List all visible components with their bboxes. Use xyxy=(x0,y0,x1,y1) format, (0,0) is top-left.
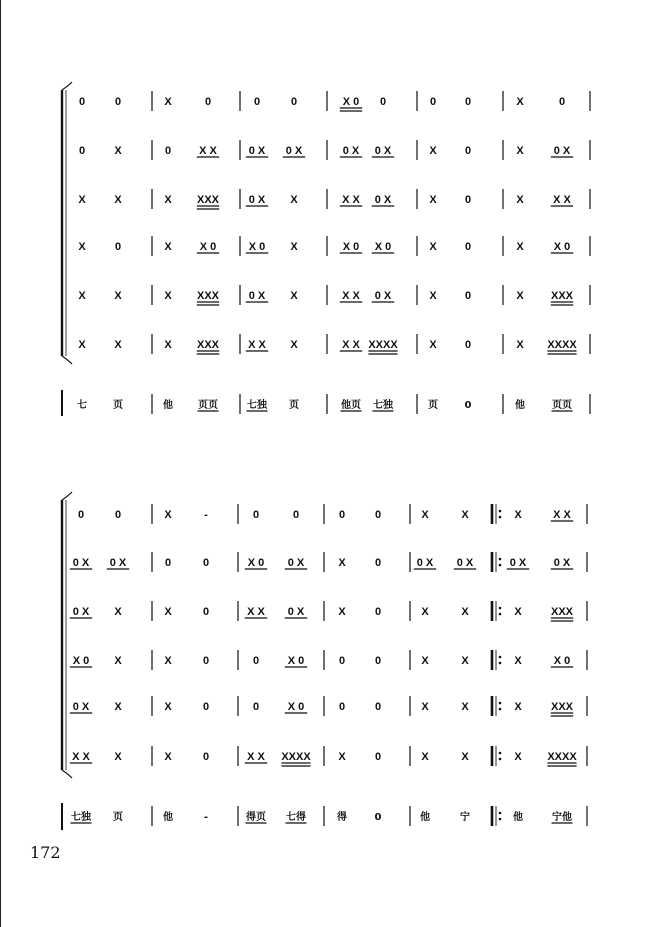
note-token: X xyxy=(514,606,522,618)
note-token: X xyxy=(421,655,429,667)
note-token: 0 xyxy=(204,96,212,108)
note-token: 0 xyxy=(252,655,260,667)
note-token: 0 xyxy=(464,241,472,253)
note-token: X xyxy=(516,96,524,108)
repeat-dot xyxy=(499,656,502,659)
note-token: 0 X xyxy=(287,606,305,618)
note-token: 0 X xyxy=(416,557,434,569)
note-token: X 0 xyxy=(342,96,360,108)
note-token: X xyxy=(514,751,522,763)
lyric-syllable: 页 xyxy=(428,400,438,411)
note-token: 0 xyxy=(78,96,86,108)
note-token: X X xyxy=(247,606,265,618)
note-token: XXXX xyxy=(368,339,398,351)
note-token: 0 X xyxy=(285,145,303,157)
lyric-syllable: 他 xyxy=(163,812,173,823)
note-token: X xyxy=(429,241,437,253)
note-token: 0 xyxy=(202,751,210,763)
lyric-syllable: 宁他 xyxy=(552,812,572,823)
note-token: 0 xyxy=(464,194,472,206)
note-token: X xyxy=(514,509,522,521)
note-token: XXX xyxy=(196,194,220,206)
repeat-dot xyxy=(499,613,502,616)
note-token: 0 xyxy=(114,241,122,253)
repeat-dot xyxy=(499,752,502,755)
lyric-syllable: 七独 xyxy=(71,812,91,823)
note-token: XXX xyxy=(550,290,574,302)
repeat-dot xyxy=(499,607,502,610)
note-token: XXX xyxy=(550,606,574,618)
note-token: 0 X xyxy=(374,145,392,157)
bracket-hook-bottom xyxy=(62,356,72,364)
note-token: 0 X xyxy=(287,557,305,569)
note-token: X 0 xyxy=(247,557,265,569)
note-token: X xyxy=(461,509,469,521)
note-token: 0 xyxy=(379,96,387,108)
note-token: X 0 xyxy=(199,241,217,253)
note-token: 0 xyxy=(558,96,566,108)
note-token: X xyxy=(290,241,298,253)
note-token: X xyxy=(78,339,86,351)
note-token: X xyxy=(164,751,172,763)
note-token: X 0 xyxy=(553,241,571,253)
note-token: X 0 xyxy=(72,655,90,667)
repeat-dot xyxy=(499,708,502,711)
note-token: X xyxy=(114,145,122,157)
bracket-hook-bottom xyxy=(62,770,72,778)
note-token: X xyxy=(516,145,524,157)
note-token: X 0 xyxy=(287,655,305,667)
note-token: XXXX xyxy=(547,751,577,763)
note-token: 0 xyxy=(114,509,122,521)
note-token: X xyxy=(164,655,172,667)
note-token: 0 xyxy=(374,701,382,713)
note-token: X xyxy=(114,194,122,206)
note-token: X xyxy=(164,96,172,108)
note-token: 0 X xyxy=(72,557,90,569)
note-token: 0 xyxy=(374,751,382,763)
note-token: 0 X xyxy=(374,194,392,206)
note-token: 0 X xyxy=(553,145,571,157)
lyric-syllable: 得页 xyxy=(246,812,266,823)
note-token: 0 xyxy=(202,701,210,713)
note-token: X xyxy=(516,194,524,206)
note-token: 0 xyxy=(77,509,85,521)
note-token: X xyxy=(114,701,122,713)
note-token: 0 X xyxy=(509,557,527,569)
lyric-syllable: 0 xyxy=(374,812,382,823)
note-token: X X xyxy=(553,194,571,206)
note-token: X xyxy=(514,655,522,667)
note-token: X xyxy=(114,339,122,351)
note-token: X X xyxy=(342,290,360,302)
note-token: X xyxy=(421,701,429,713)
note-token: X xyxy=(290,290,298,302)
repeat-dot xyxy=(499,812,502,815)
lyric-syllable: 七独 xyxy=(373,400,393,411)
repeat-dot xyxy=(499,510,502,513)
note-token: 0 xyxy=(464,339,472,351)
note-token: X xyxy=(429,290,437,302)
note-token: 0 xyxy=(202,606,210,618)
note-token: X xyxy=(461,751,469,763)
note-token: X X xyxy=(248,339,266,351)
note-token: X xyxy=(164,606,172,618)
note-token: 0 xyxy=(252,509,260,521)
score-system-1 xyxy=(62,82,590,416)
note-token: 0 X xyxy=(248,194,266,206)
note-token: X X xyxy=(342,339,360,351)
lyric-syllable: 七 xyxy=(77,400,87,411)
note-token: X xyxy=(421,509,429,521)
note-token: X xyxy=(516,290,524,302)
note-token: X xyxy=(114,751,122,763)
note-token: 0 xyxy=(253,96,261,108)
note-token: 0 xyxy=(202,655,210,667)
note-token: X 0 xyxy=(342,241,360,253)
note-token: X xyxy=(164,241,172,253)
lyric-syllable: 页 xyxy=(289,400,299,411)
note-token: 0 xyxy=(338,655,346,667)
note-token: X xyxy=(114,290,122,302)
repeat-dot xyxy=(499,702,502,705)
note-token: 0 xyxy=(464,290,472,302)
note-token: 0 xyxy=(164,145,172,157)
note-token: X xyxy=(338,751,346,763)
lyric-syllable: 得 xyxy=(337,812,347,823)
page-number: 172 xyxy=(30,843,61,862)
repeat-dot xyxy=(499,758,502,761)
repeat-dot xyxy=(499,516,502,519)
note-token: X xyxy=(338,606,346,618)
note-token: X xyxy=(461,701,469,713)
note-token: X X xyxy=(247,751,265,763)
lyric-syllable: 页 xyxy=(113,400,123,411)
note-token: 0 xyxy=(114,96,122,108)
note-token: X xyxy=(514,701,522,713)
note-token: X xyxy=(114,606,122,618)
note-token: 0 xyxy=(374,606,382,618)
note-token: 0 xyxy=(164,557,172,569)
note-token: 0 xyxy=(464,96,472,108)
note-token: XXX xyxy=(196,290,220,302)
note-token: X xyxy=(461,655,469,667)
note-token: X xyxy=(78,241,86,253)
note-token: XXX xyxy=(196,339,220,351)
note-token: XXXX xyxy=(547,339,577,351)
note-token: X 0 xyxy=(287,701,305,713)
note-token: X xyxy=(78,290,86,302)
note-token: X xyxy=(516,339,524,351)
note-token: X X xyxy=(342,194,360,206)
note-token: X xyxy=(164,194,172,206)
note-token: 0 X xyxy=(72,606,90,618)
note-token: 0 X xyxy=(248,290,266,302)
lyric-syllable: 七得 xyxy=(286,812,306,823)
note-token: X xyxy=(114,655,122,667)
note-token: 0 xyxy=(338,509,346,521)
note-token: X xyxy=(78,194,86,206)
note-token: - xyxy=(204,509,208,521)
note-token: 0 xyxy=(78,145,86,157)
note-token: X xyxy=(429,194,437,206)
lyric-syllable: - xyxy=(203,812,209,823)
note-token: X xyxy=(164,509,172,521)
lyric-syllable: 页页 xyxy=(552,400,572,411)
note-token: XXX xyxy=(550,701,574,713)
lyric-syllable: 宁 xyxy=(460,812,470,823)
repeat-dot xyxy=(499,818,502,821)
note-token: X X xyxy=(72,751,90,763)
note-token: X xyxy=(429,339,437,351)
note-token: X 0 xyxy=(374,241,392,253)
note-token: X 0 xyxy=(248,241,266,253)
note-token: 0 X xyxy=(374,290,392,302)
note-token: X X xyxy=(553,509,571,521)
repeat-dot xyxy=(499,662,502,665)
note-token: 0 xyxy=(374,557,382,569)
note-token: XXXX xyxy=(281,751,311,763)
lyric-syllable: 页 xyxy=(113,812,123,823)
note-token: 0 X xyxy=(109,557,127,569)
note-token: 0 xyxy=(338,701,346,713)
note-token: X xyxy=(461,606,469,618)
note-token: 0 xyxy=(292,509,300,521)
note-token: 0 xyxy=(374,655,382,667)
note-token: X xyxy=(338,557,346,569)
note-token: X xyxy=(516,241,524,253)
page-edge xyxy=(0,0,1,927)
lyric-syllable: 他 xyxy=(163,400,173,411)
lyric-syllable: 他 xyxy=(513,812,523,823)
repeat-dot xyxy=(499,564,502,567)
note-token: X X xyxy=(199,145,217,157)
note-token: X xyxy=(164,339,172,351)
note-token: 0 X xyxy=(72,701,90,713)
bracket-hook-top xyxy=(62,82,72,90)
note-token: 0 xyxy=(464,145,472,157)
note-token: X xyxy=(421,751,429,763)
note-token: 0 X xyxy=(553,557,571,569)
lyric-syllable: 页页 xyxy=(198,400,218,411)
note-token: 0 xyxy=(429,96,437,108)
note-token: X 0 xyxy=(553,655,571,667)
lyric-syllable: 他 xyxy=(515,400,525,411)
note-token: X xyxy=(164,290,172,302)
note-token: 0 xyxy=(374,509,382,521)
note-token: X xyxy=(421,606,429,618)
note-token: 0 xyxy=(290,96,298,108)
note-token: 0 X xyxy=(248,145,266,157)
lyric-syllable: 0 xyxy=(464,400,472,411)
note-token: 0 X xyxy=(456,557,474,569)
note-token: X xyxy=(429,145,437,157)
note-token: X xyxy=(290,194,298,206)
lyric-syllable: 他页 xyxy=(341,400,361,411)
lyric-syllable: 他 xyxy=(420,812,430,823)
lyric-syllable: 七独 xyxy=(247,400,267,411)
note-token: X xyxy=(290,339,298,351)
note-token: X xyxy=(164,701,172,713)
score-system-2 xyxy=(62,492,587,830)
repeat-dot xyxy=(499,558,502,561)
note-token: 0 xyxy=(252,701,260,713)
bracket-hook-top xyxy=(62,492,72,500)
note-token: 0 X xyxy=(342,145,360,157)
note-token: 0 xyxy=(202,557,210,569)
